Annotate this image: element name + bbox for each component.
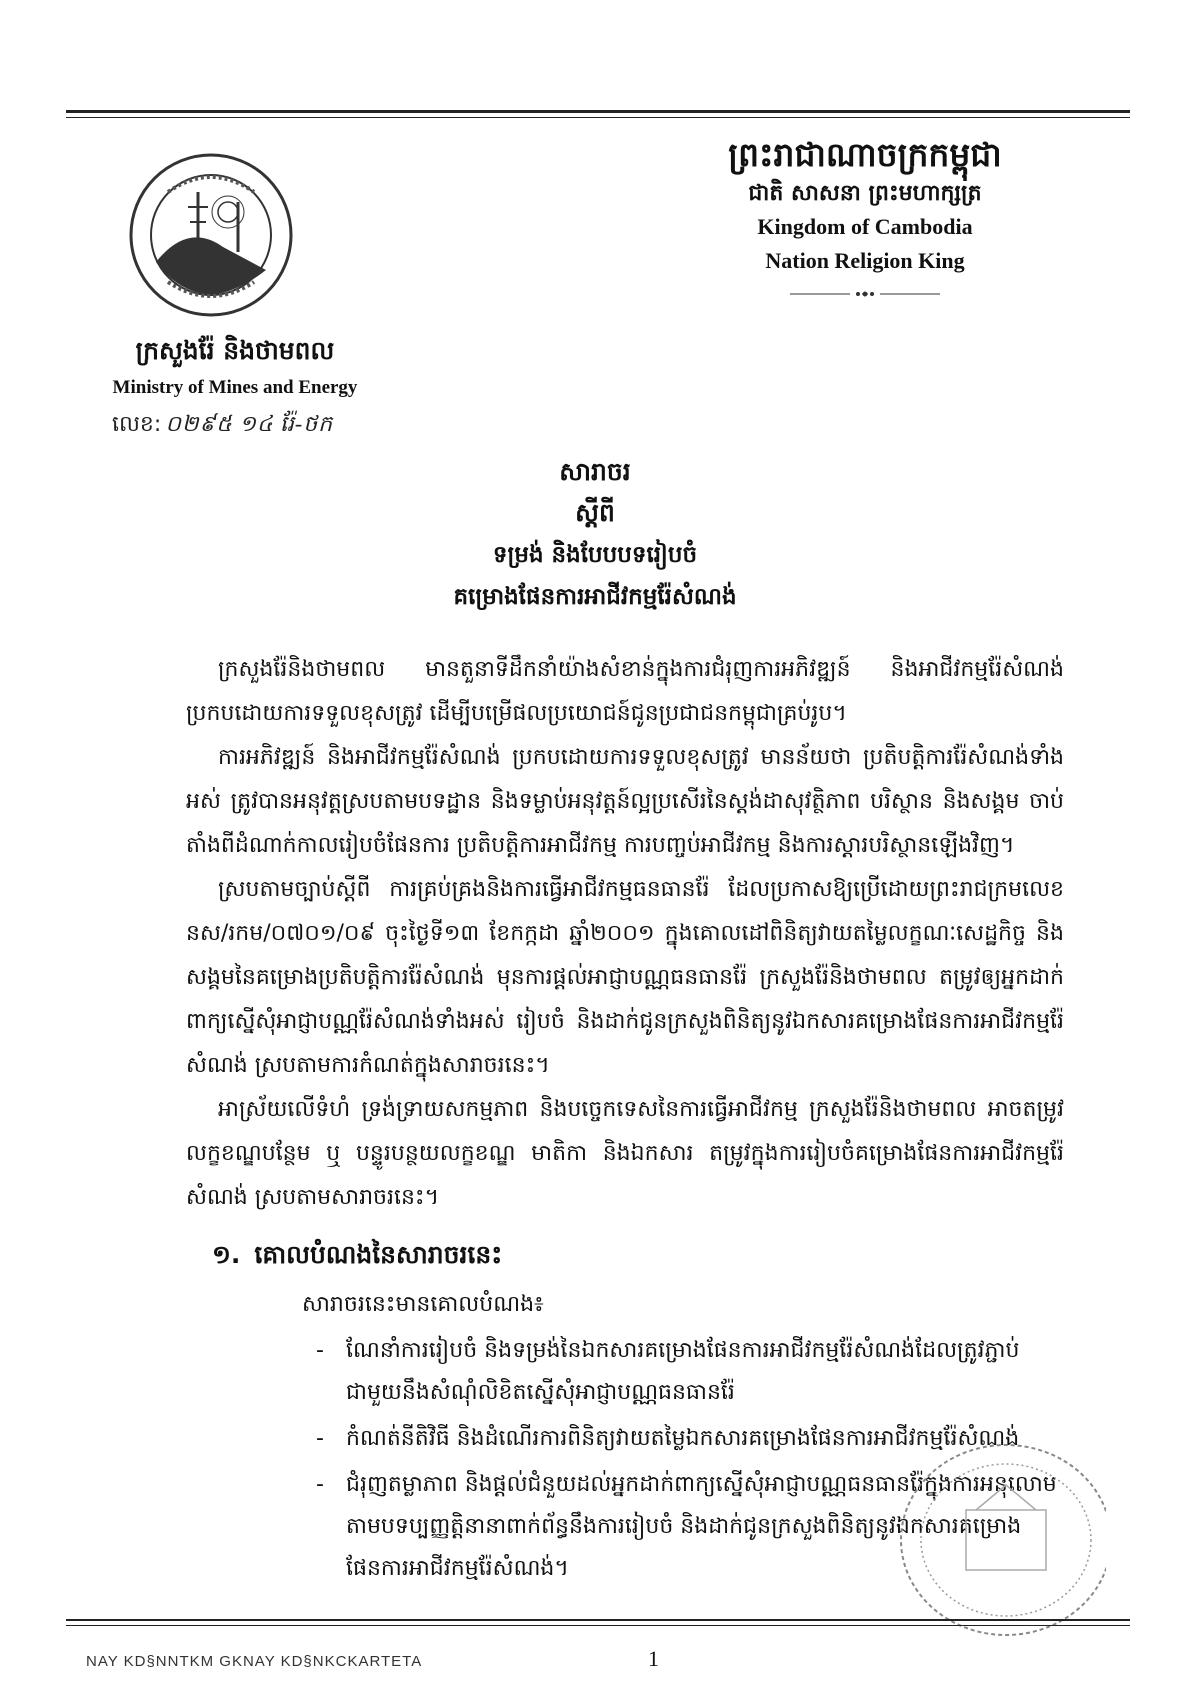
section-title: គោលបំណងនៃសារាចរនេះ	[254, 1240, 503, 1269]
list-item-text: ណែនាំការរៀបចំ និងទម្រង់នៃឯកសារគម្រោងផែនការអាជីវកម្មរ៉ែសំណង់ដែលត្រូវភ្ជាប់ជាមួយនឹងសំណុំលិខិតស្នើសុំអាជ្ញាបណ្ណធនធានរ៉ែ	[346, 1338, 1020, 1405]
top-rule-thin	[66, 117, 1130, 118]
footer-text: NAY KD§NNTKM GKNAY KD§NKCKARTETA	[86, 1653, 423, 1670]
list-item-text: ជំរុញតម្លាភាព និងផ្តល់ជំនួយដល់អ្នកដាក់ពាក្យស្នើសុំអាជ្ញាបណ្ណធនធានរ៉ែក្នុងការអនុលោមតាមបទប្បញ្ញត្តិនានាពាក់ព័ន្ធនឹងការរៀបចំ និងដាក់ជូនក្រសួងពិនិត្យនូវឯកសារគម្រោងផែនការអាជីវកម្មរ៉ែសំណង់។	[346, 1472, 1057, 1581]
page-number: 1	[648, 1646, 659, 1671]
list-item: - កំណត់នីតិវិធី និងដំណើរការពិនិត្យវាយតម្លៃឯកសារគម្រោងផែនការអាជីវកម្មរ៉ែសំណង់	[316, 1426, 1020, 1451]
reference-number	[112, 410, 333, 442]
reference-value: ០២៩៥ ១៤ រ៉ែ-ថក	[165, 411, 334, 436]
official-stamp-icon	[856, 1440, 1106, 1640]
title-line-4: គម្រោងផែនការអាជីវកម្មរ៉ែសំណង់	[453, 584, 737, 610]
title-line-1: សារាចរ	[559, 457, 631, 486]
ministry-name-english: Ministry of Mines and Energy	[112, 377, 358, 398]
motto-khmer: ជាតិ សាសនា ព្រះមហាក្សត្រ	[748, 181, 982, 206]
reference-label: លេខ:	[112, 412, 162, 437]
title-line-2: ស្តីពី	[575, 498, 615, 527]
top-rule	[66, 110, 1130, 113]
document-title	[200, 452, 990, 618]
section-intro: សារាចរនេះមានគោលបំណង៖	[302, 1292, 544, 1317]
body-text	[186, 648, 1064, 1220]
kingdom-english: Kingdom of Cambodia	[757, 214, 973, 239]
bottom-rule-thin	[66, 1625, 1130, 1626]
kingdom-khmer: ព្រះរាជាណាចក្រកម្ពុជា	[728, 135, 1002, 174]
paragraph-4: អាស្រ័យលើទំហំ ទ្រង់ទ្រាយសកម្មភាព និងបច្ចេកទេសនៃការធ្វើអាជីវកម្ម ក្រសួងរ៉ែនិងថាមពល អាចតម្រូវលក្ខខណ្ឌបន្ថែម ឬ បន្ទូរបន្ថយលក្ខខណ្ឌ មាតិកា និងឯកសារ តម្រូវក្នុងការរៀបចំគម្រោងផែនការអាជីវកម្មរ៉ែសំណង់ ស្របតាមសារាចរនេះ។	[186, 1097, 1064, 1210]
title-line-3: ទម្រង់ និងបែបបទរៀបចំ	[492, 542, 698, 568]
section-heading	[212, 1240, 502, 1276]
ornament-divider	[680, 286, 1050, 300]
kingdom-heading	[680, 132, 1050, 300]
bottom-rule	[66, 1619, 1130, 1621]
list-item: - ណែនាំការរៀបចំ និងទម្រង់នៃឯកសារគម្រោងផែនការអាជីវកម្មរ៉ែសំណង់ដែលត្រូវភ្ជាប់ជាមួយនឹងសំណុំលិខិតស្នើសុំអាជ្ញាបណ្ណធនធានរ៉ែ	[316, 1338, 1020, 1405]
ministry-name-khmer: ក្រសួងរ៉ែ និងថាមពល	[135, 336, 335, 365]
ministry-seal-icon	[128, 152, 294, 318]
list-item: - ជំរុញតម្លាភាព និងផ្តល់ជំនួយដល់អ្នកដាក់ពាក្យស្នើសុំអាជ្ញាបណ្ណធនធានរ៉ែក្នុងការអនុលោមតាមបទប្បញ្ញត្តិនានាពាក់ព័ន្ធនឹងការរៀបចំ និងដាក់ជូនក្រសួងពិនិត្យនូវឯកសារគម្រោងផែនការអាជីវកម្មរ៉ែសំណង់។	[316, 1472, 1057, 1581]
section-number: ១.	[212, 1240, 241, 1269]
paragraph-3: ស្របតាមច្បាប់ស្តីពី ការគ្រប់គ្រងនិងការធ្វើអាជីវកម្មធនធានរ៉ែ ដែលប្រកាសឱ្យប្រើដោយព្រះរាជក្រមលេខ នស/រកម/០៧០១/០៩ ចុះថ្ងៃទី១៣ ខែកក្កដា ឆ្នាំ២០០១ ក្នុងគោលដៅពិនិត្យវាយតម្លៃលក្ខណៈសេដ្ឋកិច្ច និងសង្គមនៃគម្រោងប្រតិបត្តិការរ៉ែសំណង់ មុនការផ្តល់អាជ្ញាបណ្ណធនធានរ៉ែ ក្រសួងរ៉ែនិងថាមពល តម្រូវឲ្យអ្នកដាក់ពាក្យស្នើសុំអាជ្ញាបណ្ណរ៉ែសំណង់ទាំងអស់ រៀបចំ និងដាក់ជូនក្រសួងពិនិត្យនូវឯកសារគម្រោងផែនការអាជីវកម្មរ៉ែសំណង់ ស្របតាមការកំណត់ក្នុងសារាចរនេះ។	[186, 877, 1064, 1078]
motto-english: Nation Religion King	[765, 248, 965, 273]
list-item-text: កំណត់នីតិវិធី និងដំណើរការពិនិត្យវាយតម្លៃឯកសារគម្រោងផែនការអាជីវកម្មរ៉ែសំណង់	[346, 1426, 1020, 1451]
paragraph-1: ក្រសួងរ៉ែនិងថាមពល មានតួនាទីដឹកនាំយ៉ាងសំខាន់ក្នុងការជំរុញការអភិវឌ្ឍន៍ និងអាជីវកម្មរ៉ែសំណង់ប្រកបដោយការទទួលខុសត្រូវ ដើម្បីបម្រើផលប្រយោជន៍ជូនប្រជាជនកម្ពុជាគ្រប់រូប។	[186, 657, 1064, 726]
paragraph-2: ការអភិវឌ្ឍន៍ និងអាជីវកម្មរ៉ែសំណង់ ប្រកបដោយការទទួលខុសត្រូវ មានន័យថា ប្រតិបត្តិការរ៉ែសំណង់ទាំងអស់ ត្រូវបានអនុវត្តស្របតាមបទដ្ឋាន និងទម្លាប់អនុវត្តន៍ល្អប្រសើរនៃស្តង់ដាសុវត្ថិភាព បរិស្ថាន និងសង្គម ចាប់តាំងពីដំណាក់កាលរៀបចំផែនការ ប្រតិបត្តិការអាជីវកម្ម ការបញ្ចប់អាជីវកម្ម និងការស្តារបរិស្ថានឡើងវិញ។	[186, 745, 1064, 858]
